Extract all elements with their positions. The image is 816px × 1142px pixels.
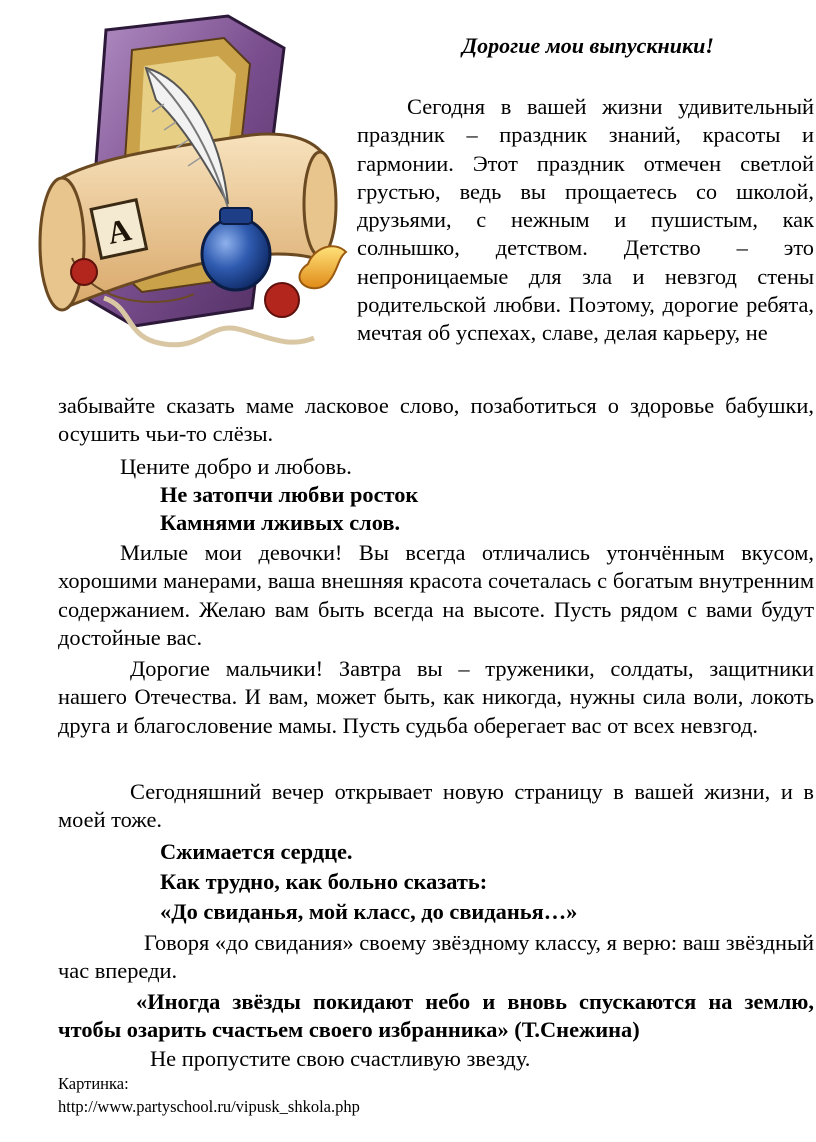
paragraph-evening: Сегодняшний вечер открывает новую страницу в вашей жизни, и в моей тоже. [58, 779, 814, 833]
letter-tile [91, 200, 146, 258]
quote-snezhina: «Иногда звёзды покидают небо и вновь спускаются на землю, чтобы озарить счастьем своего избранника» (Т.Снежина) [58, 989, 814, 1043]
poem2-line-1: Сжимается сердце. [160, 839, 353, 864]
paragraph-girls: Милые мои девочки! Вы всегда отличались утончённым вкусом, хорошими манерами, ваша внешняя красота сочеталась с богатым внутренним содержанием. Желаю вам быть всегда на высоте. Пусть рядом с вами будут достойные вас. [58, 540, 814, 650]
book-scroll-quill-illustration [14, 8, 360, 380]
paragraph-star-class: Говоря «до свидания» своему звёздному классу, я верю: ваш звёздный час впереди. [58, 930, 814, 984]
paragraph-boys: Дорогие мальчики! Завтра вы – труженики, солдаты, защитники нашего Отечества. И вам, может быть, как никогда, нужны сила воли, локоть друга и благословение мамы. Пусть судьба оберегает вас от всех невзгод. [58, 656, 814, 738]
wax-seal-icon [265, 283, 299, 317]
poem2-line-3: «До свиданья, мой класс, до свиданья…» [160, 899, 578, 924]
page-title: Дорогие мои выпускники! [462, 33, 714, 58]
poem1-line-1: Не затопчи любви росток [160, 482, 419, 507]
line-value-kindness: Цените добро и любовь. [120, 454, 352, 479]
wax-seal-icon [71, 259, 97, 285]
illustration-letter: А [104, 210, 135, 251]
image-credit-url: http://www.partyschool.ru/vipusk_shkola.php [58, 1097, 360, 1116]
image-credit-label: Картинка: [58, 1074, 129, 1093]
paragraph-intro-top: Сегодня в вашей жизни удивительный праздник – праздник знаний, красоты и гармонии. Этот праздник отмечен светлой грустью, ведь вы прощаетесь со школой, друзьями, с нежным и пушистым, как солнышко, детством. Детство – это непроницаемые для зла и невзгод стены родительской любви. Поэтому, дорогие ребята, мечтая об успехах, славе, делая карьеру, не [357, 94, 814, 346]
closing-line: Не пропустите свою счастливую звезду. [150, 1046, 531, 1071]
paragraph-intro-bottom: забывайте сказать маме ласковое слово, позаботиться о здоровье бабушки, осушить чьи-то слёзы. [58, 393, 814, 447]
poem1-line-2: Камнями лживых слов. [160, 510, 401, 535]
poem2-line-2: Как трудно, как больно сказать: [160, 869, 488, 894]
